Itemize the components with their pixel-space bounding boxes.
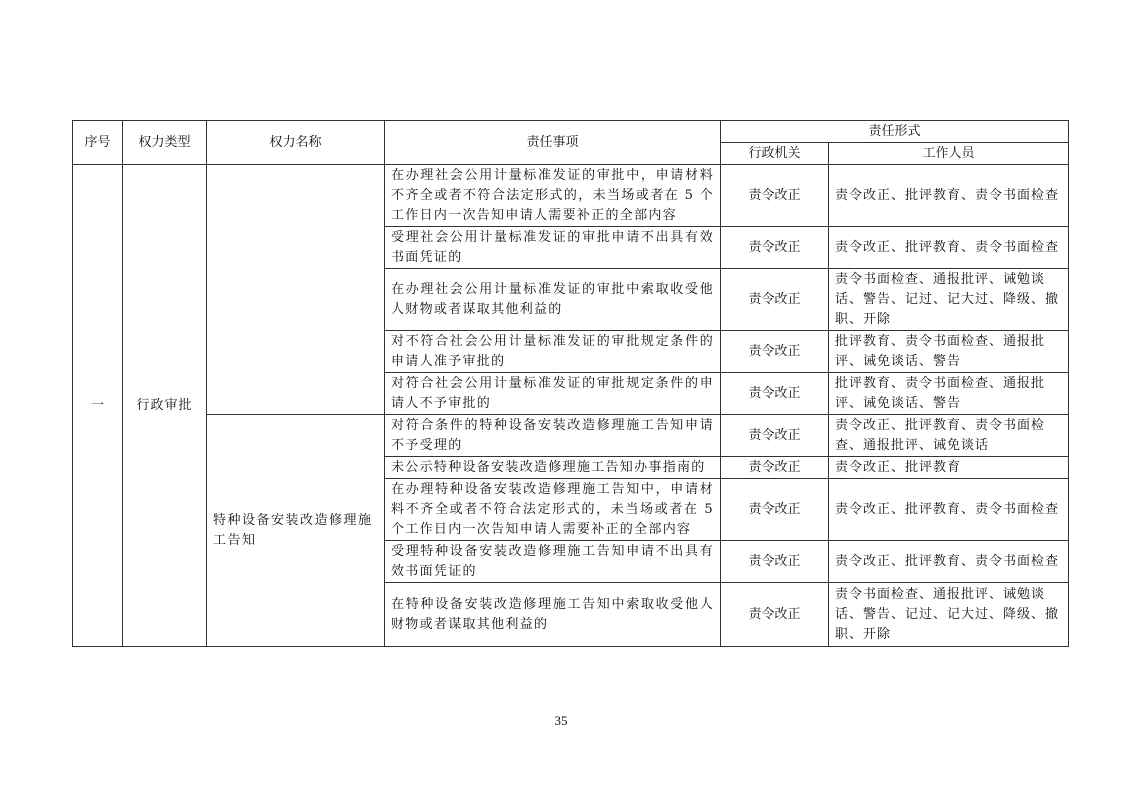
- cell-agency: 责令改正: [721, 541, 829, 583]
- cell-staff: 责令改正、批评教育: [829, 457, 1069, 479]
- cell-agency: 责令改正: [721, 479, 829, 541]
- cell-agency: 责令改正: [721, 457, 829, 479]
- cell-duty: 受理社会公用计量标准发证的审批申请不出具有效书面凭证的: [385, 227, 721, 269]
- cell-duty: 受理特种设备安装改造修理施工告知申请不出具有效书面凭证的: [385, 541, 721, 583]
- cell-seq: 一: [73, 165, 123, 647]
- cell-duty: 对不符合社会公用计量标准发证的审批规定条件的申请人准予审批的: [385, 331, 721, 373]
- cell-staff: 批评教育、责令书面检查、通报批评、诫免谈话、警告: [829, 373, 1069, 415]
- cell-power-type: 行政审批: [123, 165, 207, 647]
- cell-staff: 责令书面检查、通报批评、诫勉谈话、警告、记过、记大过、降级、撤职、开除: [829, 583, 1069, 647]
- cell-duty: 在办理特种设备安装改造修理施工告知中，申请材料不齐全或者不符合法定形式的，未当场或者在 5 个工作日内一次告知申请人需要补正的全部内容: [385, 479, 721, 541]
- cell-staff: 责令改正、批评教育、责令书面检查: [829, 227, 1069, 269]
- table-row: [73, 165, 1069, 227]
- cell-staff: 责令改正、批评教育、责令书面检查: [829, 165, 1069, 227]
- header-staff: 工作人员: [829, 143, 1069, 165]
- cell-agency: 责令改正: [721, 583, 829, 647]
- page-number: 35: [554, 713, 568, 728]
- header-seq: 序号: [73, 121, 123, 165]
- cell-agency: 责令改正: [721, 165, 829, 227]
- cell-duty: 在特种设备安装改造修理施工告知中索取收受他人财物或者谋取其他利益的: [385, 583, 721, 647]
- header-duty: 责任事项: [385, 121, 721, 165]
- responsibility-table: [72, 120, 1069, 647]
- cell-power-name-2: 特种设备安装改造修理施工告知: [207, 415, 385, 647]
- header-agency: 行政机关: [721, 143, 829, 165]
- cell-agency: 责令改正: [721, 227, 829, 269]
- cell-duty: 在办理社会公用计量标准发证的审批中索取收受他人财物或者谋取其他利益的: [385, 269, 721, 331]
- cell-power-name-1: [207, 165, 385, 415]
- header-power-name: 权力名称: [207, 121, 385, 165]
- cell-staff: 责令改正、批评教育、责令书面检查、通报批评、诫免谈话: [829, 415, 1069, 457]
- header-power-type: 权力类型: [123, 121, 207, 165]
- cell-agency: 责令改正: [721, 373, 829, 415]
- cell-staff: 批评教育、责令书面检查、通报批评、诫免谈话、警告: [829, 331, 1069, 373]
- cell-duty: 对符合社会公用计量标准发证的审批规定条件的申请人不予审批的: [385, 373, 721, 415]
- cell-duty: 对符合条件的特种设备安装改造修理施工告知申请不予受理的: [385, 415, 721, 457]
- table-row: [73, 415, 1069, 457]
- cell-agency: 责令改正: [721, 269, 829, 331]
- cell-staff: 责令改正、批评教育、责令书面检查: [829, 541, 1069, 583]
- cell-duty: 未公示特种设备安装改造修理施工告知办事指南的: [385, 457, 721, 479]
- cell-agency: 责令改正: [721, 415, 829, 457]
- cell-staff: 责令改正、批评教育、责令书面检查: [829, 479, 1069, 541]
- cell-duty: 在办理社会公用计量标准发证的审批中，申请材料不齐全或者不符合法定形式的，未当场或者在 5 个工作日内一次告知申请人需要补正的全部内容: [385, 165, 721, 227]
- header-form: 责任形式: [721, 121, 1069, 143]
- cell-staff: 责令书面检查、通报批评、诫勉谈话、警告、记过、记大过、降级、撤职、开除: [829, 269, 1069, 331]
- cell-agency: 责令改正: [721, 331, 829, 373]
